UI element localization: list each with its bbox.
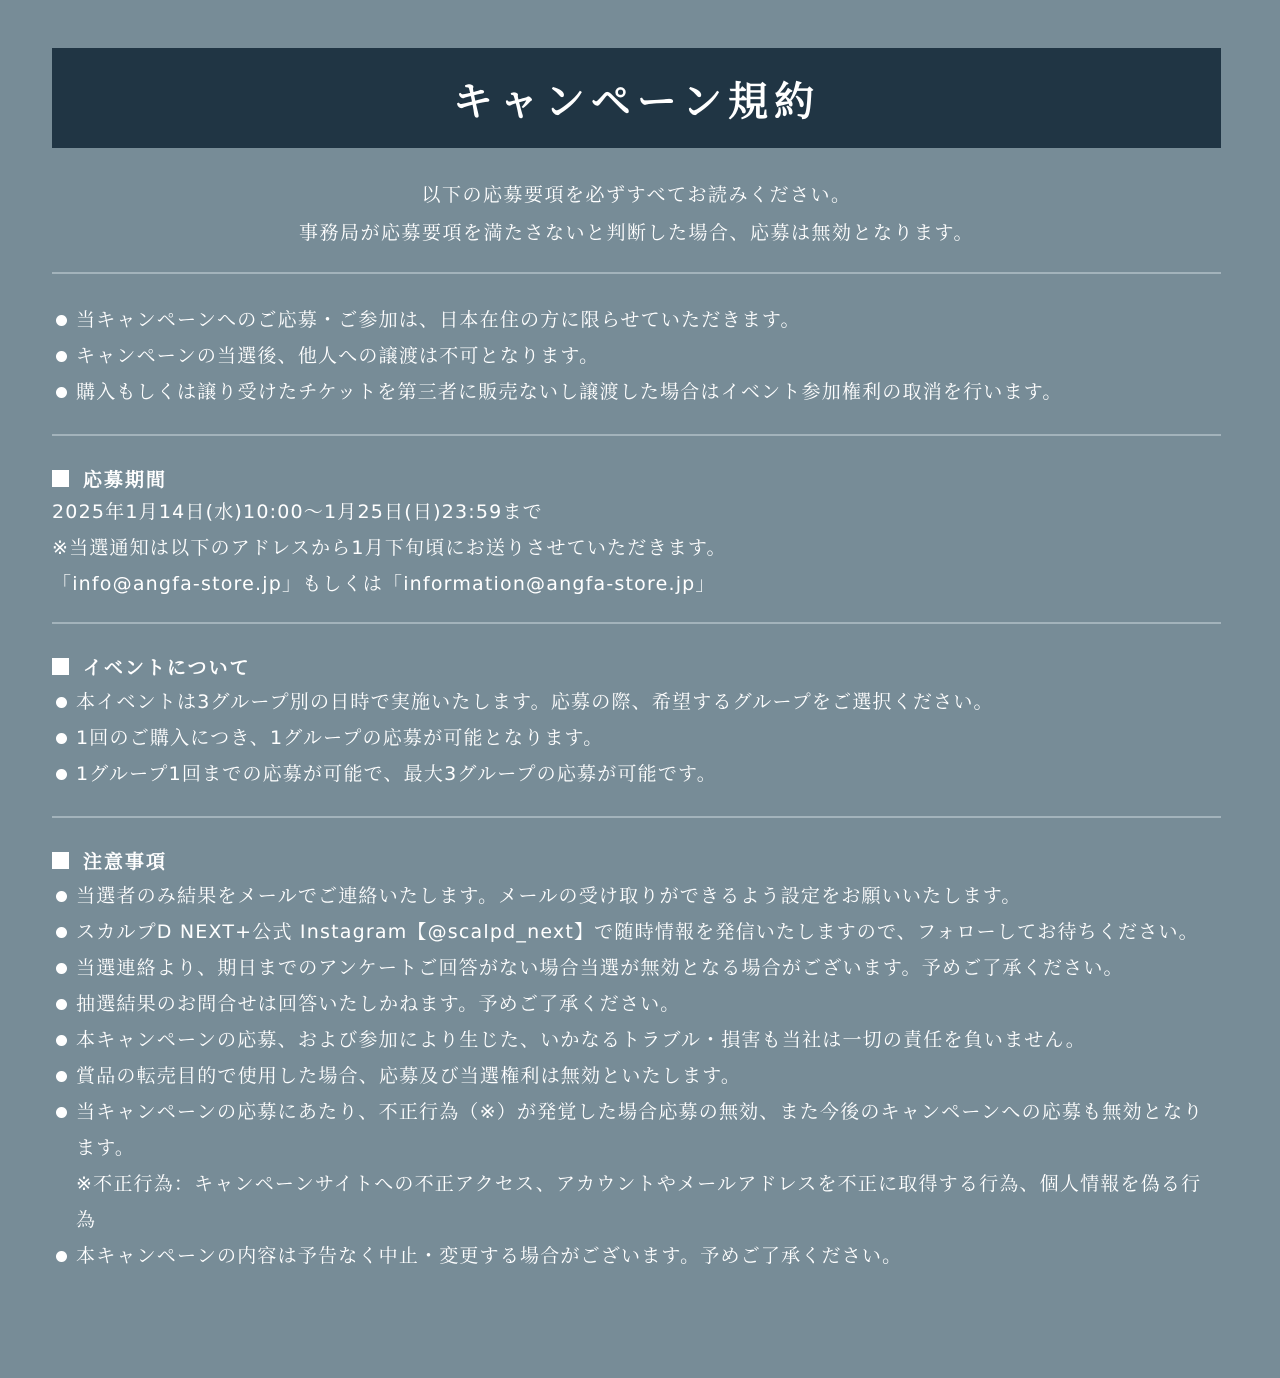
period-emails: 「info@angfa-store.jp」もしくは「information@angfa-store.jp」 [52, 573, 716, 595]
bullet-icon [56, 1107, 67, 1118]
list-item: 本イベントは3グループ別の日時で実施いたします。応募の際、希望するグループをご選択ください。 [52, 684, 1221, 720]
bullet-icon [56, 1251, 67, 1262]
notes-section [52, 818, 1221, 1274]
list-item: 当キャンペーンの応募にあたり、不正行為（※）が発覚した場合応募の無効、また今後のキャンペーンへの応募も無効となります。 [52, 1094, 1221, 1166]
bullet-icon [56, 963, 67, 974]
intro-line-1: 以下の応募要項を必ずすべてお読みください。 [421, 184, 852, 206]
section-heading: 応募期間 [52, 462, 1221, 494]
bullet-icon [56, 999, 67, 1010]
period-dates: 2025年1月14日(水)10:00～1月25日(日)23:59まで [52, 501, 543, 523]
bullet-icon [56, 351, 67, 362]
period-note: ※当選通知は以下のアドレスから1月下旬頃にお送りさせていただきます。 [52, 537, 727, 559]
square-icon [52, 658, 69, 675]
bullet-icon [56, 387, 67, 398]
list-item: 抽選結果のお問合せは回答いたしかねます。予めご了承ください。 [52, 986, 1221, 1022]
list-item: キャンペーンの当選後、他人への譲渡は不可となります。 [52, 338, 1221, 374]
bullet-icon [56, 1071, 67, 1082]
bullet-icon [56, 733, 67, 744]
bullet-icon [56, 927, 67, 938]
list-item: 本キャンペーンの内容は予告なく中止・変更する場合がございます。予めご了承ください。 [52, 1238, 1221, 1274]
list-item: 購入もしくは譲り受けたチケットを第三者に販売ないし譲渡した場合はイベント参加権利の取消を行います。 [52, 374, 1221, 410]
eligibility-section [52, 274, 1221, 434]
bullet-icon [56, 315, 67, 326]
list-item: 本キャンペーンの応募、および参加により生じた、いかなるトラブル・損害も当社は一切の責任を負いません。 [52, 1022, 1221, 1058]
title-banner [52, 48, 1221, 148]
campaign-terms [52, 48, 1221, 1274]
section-heading: 注意事項 [52, 844, 1221, 876]
list-item: スカルプD NEXT+公式 Instagram【@scalpd_next】で随時情報を発信いたしますので、フォローしてお待ちください。 [52, 914, 1221, 950]
bullet-icon [56, 1035, 67, 1046]
bullet-icon [56, 697, 67, 708]
intro-line-2: 事務局が応募要項を満たさないと判断した場合、応募は無効となります。 [299, 222, 974, 244]
bullet-icon [56, 891, 67, 902]
list-item: 当選者のみ結果をメールでご連絡いたします。メールの受け取りができるよう設定をお願いいたします。 [52, 878, 1221, 914]
list-item: 1回のご購入につき、1グループの応募が可能となります。 [52, 720, 1221, 756]
list-item: 賞品の転売目的で使用した場合、応募及び当選権利は無効といたします。 [52, 1058, 1221, 1094]
fraud-definition-note: ※不正行為：キャンペーンサイトへの不正アクセス、アカウントやメールアドレスを不正に取得する行為、個人情報を偽る行為 [76, 1173, 1202, 1231]
bullet-icon [56, 769, 67, 780]
page-title: キャンペーン規約 [452, 78, 821, 125]
square-icon [52, 470, 69, 487]
event-section [52, 624, 1221, 816]
intro-text [52, 176, 1221, 246]
section-heading: イベントについて [52, 650, 1221, 682]
list-item: 当選連絡より、期日までのアンケートご回答がない場合当選が無効となる場合がございます。予めご了承ください。 [52, 950, 1221, 986]
list-item: 当キャンペーンへのご応募・ご参加は、日本在住の方に限らせていただきます。 [52, 302, 1221, 338]
square-icon [52, 852, 69, 869]
list-item: 1グループ1回までの応募が可能で、最大3グループの応募が可能です。 [52, 756, 1221, 792]
period-section [52, 436, 1221, 622]
